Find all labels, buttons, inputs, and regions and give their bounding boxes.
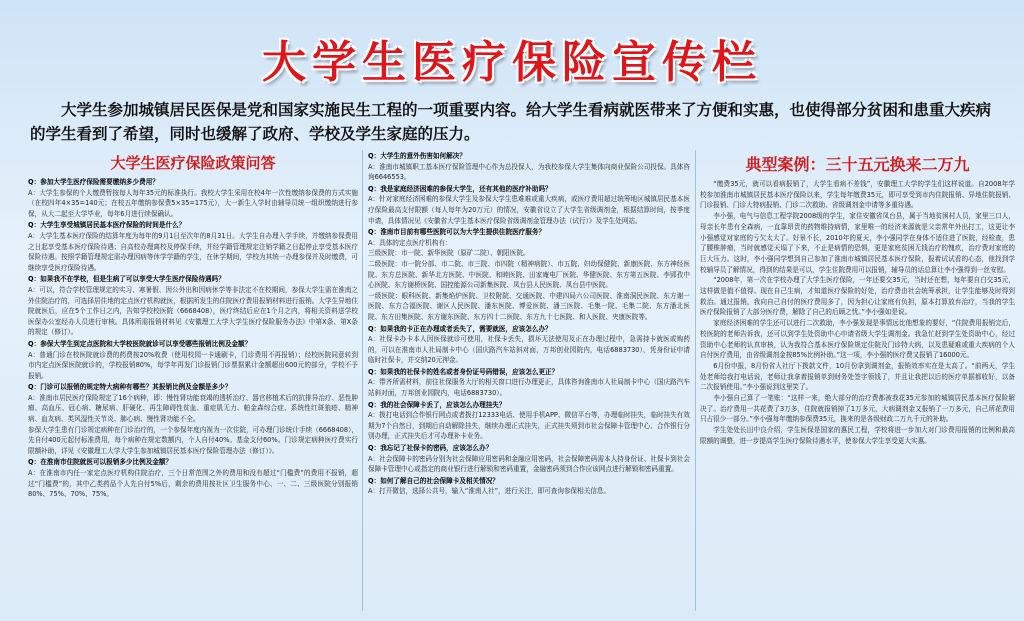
answer: A：大学生参保的个人缴费暂按每人每年35元的标准执行。我校大学生采用在校4年一次性缴纳参保费的方式实施（在校四年4×35=140元；在校五年缴纳参保费5×35=175元），大一新生入学时由辅导员统一组织缴纳进行参保，从大二起至大学毕业，每年6月进行续保确认。 (28, 188, 358, 218)
faq-column (368, 150, 690, 617)
answer: 参保大学生患有门诊规定病种在门诊治疗的，一个参保年度内视为一次住院，可办理门诊统计手续（6668408），先自付400元起付标准费用，每个病种在规定数额内，个人自付40%。基金支付60%。门诊规定病种医疗费实行限额补助，详见《安徽理工大学大学生参加城镇居民基本医疗保险管理办法（修订）》。 (28, 425, 358, 455)
question: Q：在淮南市住院就医可以报销多少比例及金额？ (28, 458, 173, 467)
question: Q：如果我的社保卡的姓名或者身份证号码错误，应该怎么更正？ (368, 367, 559, 376)
question: Q：大学生享受城镇居民基本医疗保险的时间是什么？ (28, 221, 186, 230)
question: Q：如何了解自己的社会保障卡及相关情况？ (368, 476, 499, 485)
answer: A：在淮南市内任一家定点医疗机构住院治疗，三个日常范围之外的费用和没有超过“门槛费”的费用不报销，超过“门槛费”的，其中乙类药品个人先自付5%后，剩余的费用按社区卫生服务中心、一、二、三级医院分别报销80%、75%、70%、75%。 (28, 469, 358, 499)
question: Q：大学生的意外伤害如何解决？ (368, 152, 466, 160)
case-column (700, 150, 1015, 617)
answer: A：社保卡办卡本人因医保就诊可使用，社保卡丢失，损坏无法使用及正在办理过程中，急需持卡就医或购药的，可以在淮南市人社局制卡中心（国庆路汽车站斜对面，万邦创业园院内，电话6883730），凭身份证申请临时社保卡，并交纳20元押金。 (368, 335, 690, 365)
question: Q：我的社会保障卡丢了，应该怎么办理挂失？ (368, 400, 506, 409)
question: Q：如果我的卡正在办理或者丢失了，需要就医，应该怎么办？ (368, 324, 552, 333)
case-paragraph: 李小强自己算了一笔账：“这样一来，绝大部分的治疗费都被我花35元参加的城镇居民基本医疗保险解决了。治疗费用一共花费了3万多，住院就报销掉了1万多元，大病调剂金又报销了一万多元，自己所花费用只占很少一部分。”李小强每年缴纳参保费35元，换来的是各级财政二万九千元的补助。 (700, 394, 1015, 424)
answer: A：淮南市城镇职工基本医疗保险管理中心作为总投保人，为我校参保大学生集体向商业保险公司投保。具体咨询6646553。 (368, 162, 690, 182)
answer: A：打开微信，选择公共号，输入“淮南人社”，进行关注，即可查询参保相关信息。 (368, 487, 611, 496)
column-divider (362, 150, 363, 611)
answer: A：大学生基本医疗保险的结算年度为每年的9月1日至次年的8月31日。大学生自办理入学手续，并缴纳参保费用之日起享受基本医疗保险待遇；自高校办理离校及停保手续，并经学籍管理规定注销学籍之日起停止享受基本医疗保险待遇。按照学籍管理规定需办理因病等休学学籍的学生，在休学期间，学校为其统一办理参保并及时缴费，可继续享受医疗保险待遇。 (28, 231, 358, 272)
question: Q：我忘记了社保卡的密码，应该怎么办？ (368, 444, 493, 453)
question: Q：淮南市目前有哪些医院可以为大学生提供住院医疗服务？ (368, 228, 546, 237)
column-divider (695, 150, 696, 611)
case-title: 典型案例：三十五元换来二万九 (745, 155, 970, 174)
policy-qa-list (28, 177, 358, 500)
answer: A：可以，符合学校管理规定的实习、寒暑假、因公外出和因病休学等非法定不在校期间，参保大学生需在淮南之外住院治疗的，可选择居住地的定点医疗机构就医，根据所发生的住院医疗费用报销材料进行报销。大学生异地住院就医后，应在5个工作日之内，告知学校校医院（6668408），医疗终结后应在1个月之内，将相关资料送学校医保办公室经办人员进行审核。具体所需报销材料见《安徽理工大学大学生医疗保险服务办法》中第X条、第X条的规定（修订）。 (28, 285, 358, 337)
answer: 二级医院：市一院分部、市二院、市三院、市四院（精神病院）、市五院、妇幼保健院、新康医院、东方神经医院、东方总医院、新华北方医院、中医院、和睦医院、田家庵电厂医院、华健医院、东方第五医院、李郢孜中心医院、东方谢桥医院、国控能源公司新集医院、凤台县人民医院、凤台县中医院。 (368, 259, 690, 290)
question: Q：参保大学生到定点医院和大学校医院就诊可以享受哪些报销比例及金额？ (28, 339, 252, 348)
case-paragraphs (700, 179, 1015, 447)
answer: A：针对家庭经济困难的参保大学生及参保大学生患难难或重大疾病，或医疗费用超过统筹地区城镇居民基本医疗保险最高支付限额（每人每年为20万元）的情况，安徽省设立了大学生省级调剂金，根据结算时间，按季度申请，具体情况见《安徽省大学生基本医疗保险省级调剂金管理办法（试行）》及学生处网站。 (368, 195, 690, 225)
question: Q：参加大学生医疗保险需要缴纳多少费用？ (28, 178, 159, 186)
question: Q：如果我不在学校，但是生病了可以享受大学生医疗保险待遇吗？ (28, 275, 225, 284)
answer: 三级医院：市一院、新华医院（原矿二院）、朝阳医院。 (368, 249, 530, 258)
case-paragraph: 6月份申报，8月份省人社厅下拨款文件，10月份拿到调剂金，报销效率实在是太高了。“前两天，学生处老师给我打电话说，老师让我拿着报销单到财务处签字领钱了，并且让我把以后的医疗单据都收好，以备二次报销使用。”李小强说到这里笑了。 (700, 361, 1015, 392)
answer: A：拨打电话到合作银行网点或者拨打12333电话、使用手机APP、微信平台等，办理临时挂失，临时挂失有效期为7个自然日，到期后自动解除挂失，继续办理正式挂失，正式挂失须到市社会保障卡管理中心、合作银行分别办理，正式挂失后才可办理补卡业务。 (368, 411, 690, 441)
answer: A：社会保障卡的密码分别为社会保障应用密码和金融应用密码，社会保障密码需本人持身份证、社保卡到社会保障卡管理中心或指定的商业银行进行解锁和密码重置，金融密码须到合作应该网点进行解锁和密码重置。 (368, 454, 690, 474)
answer: 一级医院：眼科医院、新集焰炉医院、卫校附院、交通医院、中建四局六公司医院、淮南洞民医院、东方谢一医院、东方合福医院、谢区人民医院、潘东医院、博爱医院、潘三医院、毛集一院、毛集二院、东方潘北医院、东方田集医院、东方谢东医院、东方四十二医院、东方九十七医院、和人医院、夹康医院等。 (368, 291, 690, 321)
policy-qa-column (28, 150, 358, 617)
answer: A：淮南市居民医疗保险规定了16个病种，即：慢性肾功能衰竭的透析治疗、器官移植术后的抗排异治疗、恶性肿瘤、高血压、冠心病、糖尿病、肝硬化、再生障碍性贫血、重症肌无力、帕金森综合症、系统性红斑狼疮、精神病、血友病、类风湿性关节炎、肺心病、慢性肾功能不全。 (28, 393, 358, 424)
case-paragraph: “缴费35元，就可以看病报销了，大学生看病不差钱”，安徽理工大学的学生们这样说道。自2008年学校参加淮南市城镇居民基本医疗保险以来，学生每年缴费35元，即可享受到市内住院报销、异地住院报销、门诊报销、门诊大特病报销、门诊二次救助、省级调剂金申请等多重待遇。 (700, 180, 1015, 210)
case-paragraph: “2008年，第一次在学校办理了大学生医疗保险，一年还要交35元，当时还在想，每年要自白交35元，这样做是值不值得。现在自己生病，才知道医疗保险的好处，治疗费由社会统筹承担，让学生能够及时得到救治。通过报销，我向自己自付的医疗费用多了，因为担心让家庭有负担，原本打算放弃治疗，当我的学生医疗保险报销了大部分医疗费，解除了自己的后顾之忧。”李小强如是说。 (700, 276, 1015, 317)
page-title: 大学生医疗保险宣传栏 (262, 37, 762, 88)
faq-list (368, 151, 690, 497)
intro-paragraph: 大学生参加城镇居民医保是党和国家实施民生工程的一项重要内容。给大学生看病就医带来了方便和实惠，也使得部分贫困和患重大疾病的学生看到了希望，同时也缓解了政府、学校及学生家庭的压力。 (30, 101, 992, 143)
answer: A：带齐所需材料，前往社保服务大厅的相关窗口进行办理更正，具体咨询淮南市人社局制卡中心（国庆路汽车站斜对面，万邦创业园院内，电话6883730）。 (368, 378, 690, 398)
case-paragraph: 李小强，电气与信息工程学院2008级的学生，家住安徽省凤台县，属于当地贫困村人员，家里三口人，母亲长年患有全森病，一直靠昂贵的药物维持病情，家里唯一的经济来源就是父亲常年外出打工，这更让李小强感觉对家庭的亏欠太大了。好景不长，2010年的夏天，李小强同学在身体不适住进了医院，经检查，患了腰椎肿瘤，当时就感觉天塌了下来，不止是病情的恐惧，更是家庭贫困无钱治疗的愧疚，治疗费对家庭的巨大压力。这时，李小强同学想到自己参加了淮南市城镇居民基本医疗保险，报着试试看的心态，他找到学校辅导员了解情况，得到的结果是可以，学生住院费用可以报销，辅导员的话总算让李小强得到一丝安慰。 (700, 212, 1015, 274)
answer: A：普通门诊在校医院就诊费的药费按20%收费（使用校园一卡通刷卡，门诊费用不再报销）；经校医院同意转到市内定点医保医院就诊的，学校报销80%，每学年再发门诊报销门诊票据累计金额超出600元的部分，学校不予报销。 (28, 350, 358, 380)
answer: A：具体的定点医疗机构有： (368, 238, 452, 247)
case-paragraph: 学生处处长田中良介绍，学生医保是国家的惠民工程，学校将进一步加大对门诊费用报销的比例和最高限额的调整，进一步提高学生医疗保险待遇水平，使参保大学生享受更大实惠。 (700, 426, 1015, 445)
case-paragraph: 家庭经济困难的学生还可以进行二次救助，李小强发现是事情远比他想象的要好，“住院费用报销完后，校医院的老师告诉我，还可以到学生处资助中心申请省级大学生调剂金。我急忙赶到学生处资助中心，经过资助中心老师的认真审核，认为我符合基本医疗保险规定住院及门诊特大病，以及患疑难或重大疾病的个人自付医疗费用，由省级调剂金按85%比例补助。”这一项，李小强的医疗费又报销了16000元。 (700, 319, 1015, 360)
question: Q：门诊可以报销的规定特大病种有哪些？其报销比例及金额是多少？ (28, 383, 232, 392)
question: Q：我是家庭经济困难的参保大学生，还有其他的医疗补助吗？ (368, 184, 552, 193)
policy-qa-title: 大学生医疗保险政策问答 (110, 154, 276, 172)
